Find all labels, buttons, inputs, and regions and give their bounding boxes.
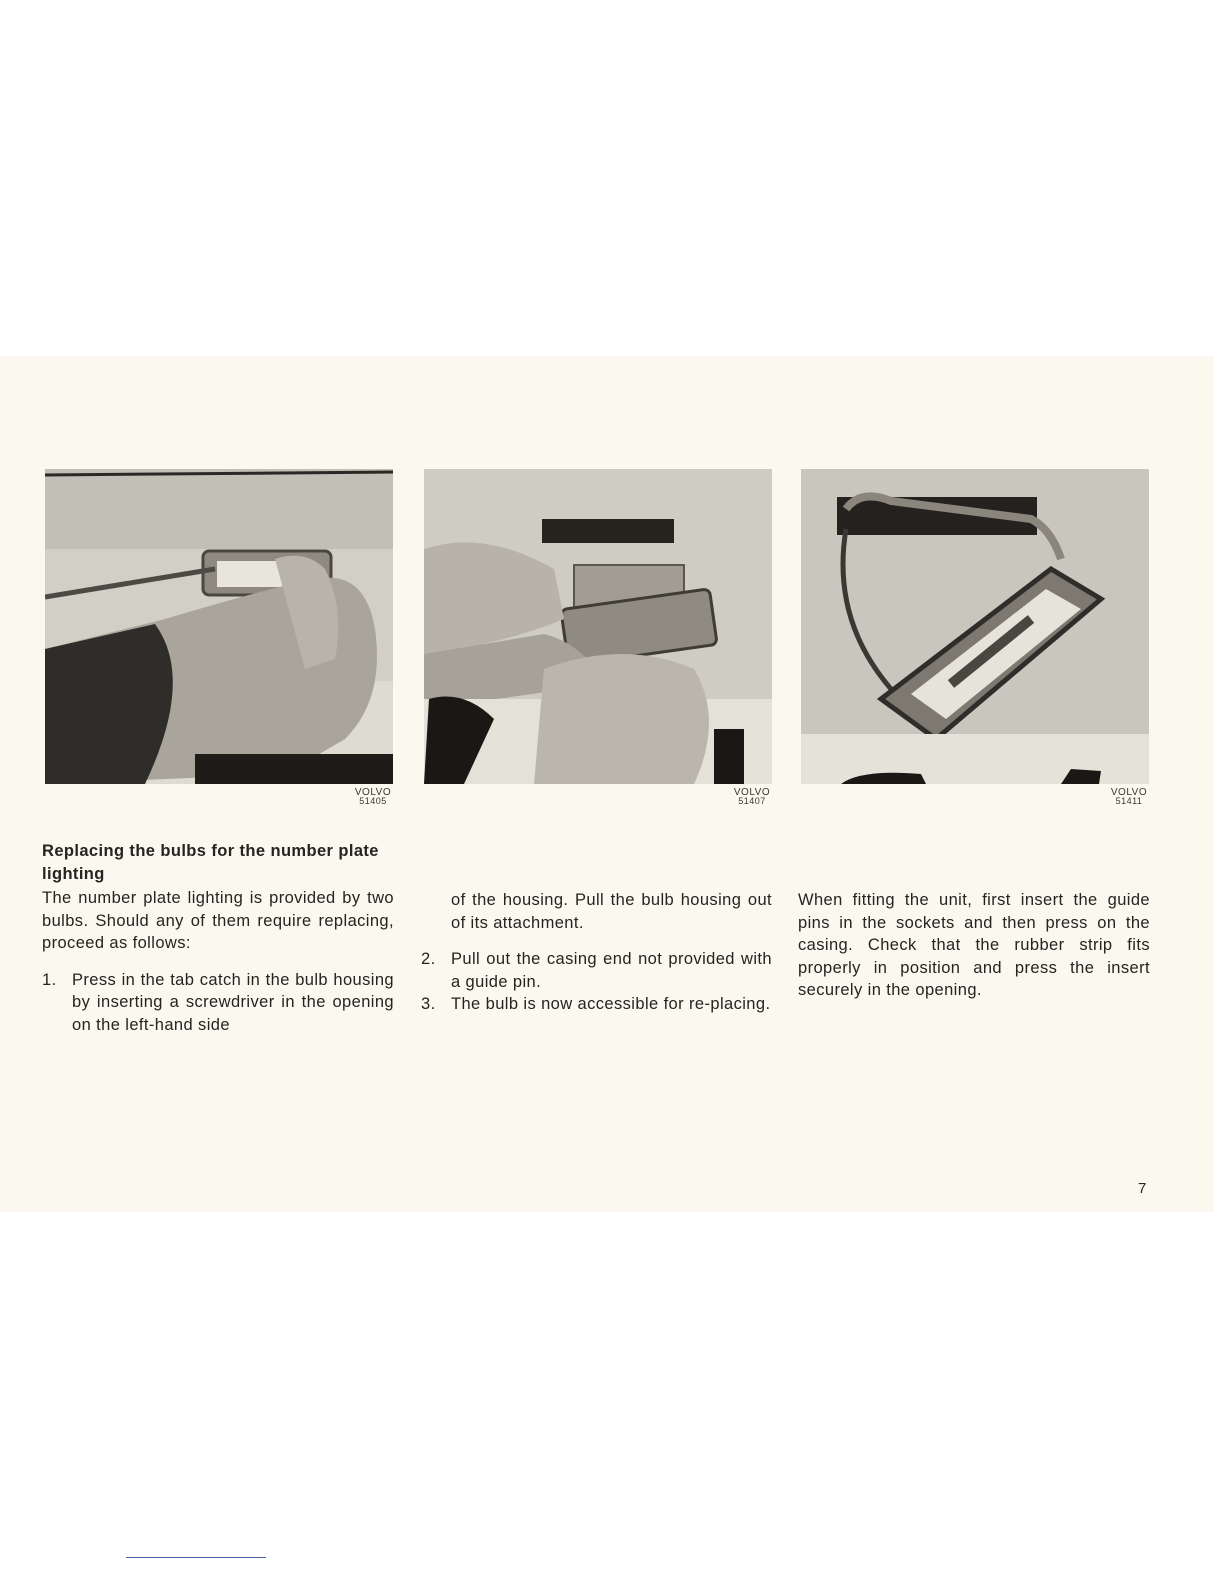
- step-1-continued-text: of the housing. Pull the bulb housing out of its attachment.: [451, 891, 772, 932]
- photo-pulling-housing-image: [424, 469, 772, 784]
- photo-screwdriver-lamp-image: [45, 469, 393, 784]
- photo-3-brand: VOLVO: [1110, 787, 1148, 798]
- step-1-continued: [421, 889, 772, 934]
- photo-screwdriver-lamp: [45, 469, 393, 784]
- photo-lamp-unit-image: [801, 469, 1149, 784]
- step-1-number: 1.: [42, 970, 57, 989]
- section-heading: Replacing the bulbs for the number plate lighting: [42, 842, 379, 883]
- step-3-number: 3.: [421, 995, 436, 1013]
- photo-2-brand: VOLVO: [733, 787, 771, 798]
- page-number: 7: [1138, 1180, 1147, 1197]
- step-1-text: Press in the tab catch in the bulb housing by inserting a screwdriver in the opening on the left-hand side: [72, 970, 394, 1034]
- step-2-text: Pull out the casing end not provided with a guide pin.: [451, 950, 772, 991]
- photo-1-caption: [343, 788, 403, 806]
- step-3: [421, 993, 772, 1016]
- photo-2-ref: 51407: [738, 796, 766, 806]
- text-column-3: [798, 889, 1150, 1002]
- manual-page: [0, 356, 1214, 1212]
- photo-3-caption: [1099, 788, 1159, 806]
- step-2: [421, 948, 772, 993]
- photo-3-ref: 51411: [1115, 796, 1143, 806]
- photo-pulling-housing: [424, 469, 772, 784]
- step-2-number: 2.: [421, 950, 436, 968]
- intro-paragraph: The number plate lighting is provided by two bulbs. Should any of them require replacing, proceed as follows:: [42, 889, 394, 952]
- footer-rule: [126, 1557, 266, 1558]
- text-column-2: [421, 889, 772, 1016]
- fitting-paragraph: When fitting the unit, first insert the guide pins in the sockets and then press on the casing. Check that the rubber strip fits properly in position and press the insert securely in the opening.: [798, 891, 1150, 999]
- step-1: [42, 969, 394, 1037]
- photo-1-ref: 51405: [359, 796, 387, 806]
- photo-lamp-unit: [801, 469, 1149, 784]
- photo-1-brand: VOLVO: [354, 787, 392, 798]
- text-column-1: [42, 840, 394, 1036]
- photo-2-caption: [722, 788, 782, 806]
- step-3-text: The bulb is now accessible for re-placing.: [451, 995, 771, 1013]
